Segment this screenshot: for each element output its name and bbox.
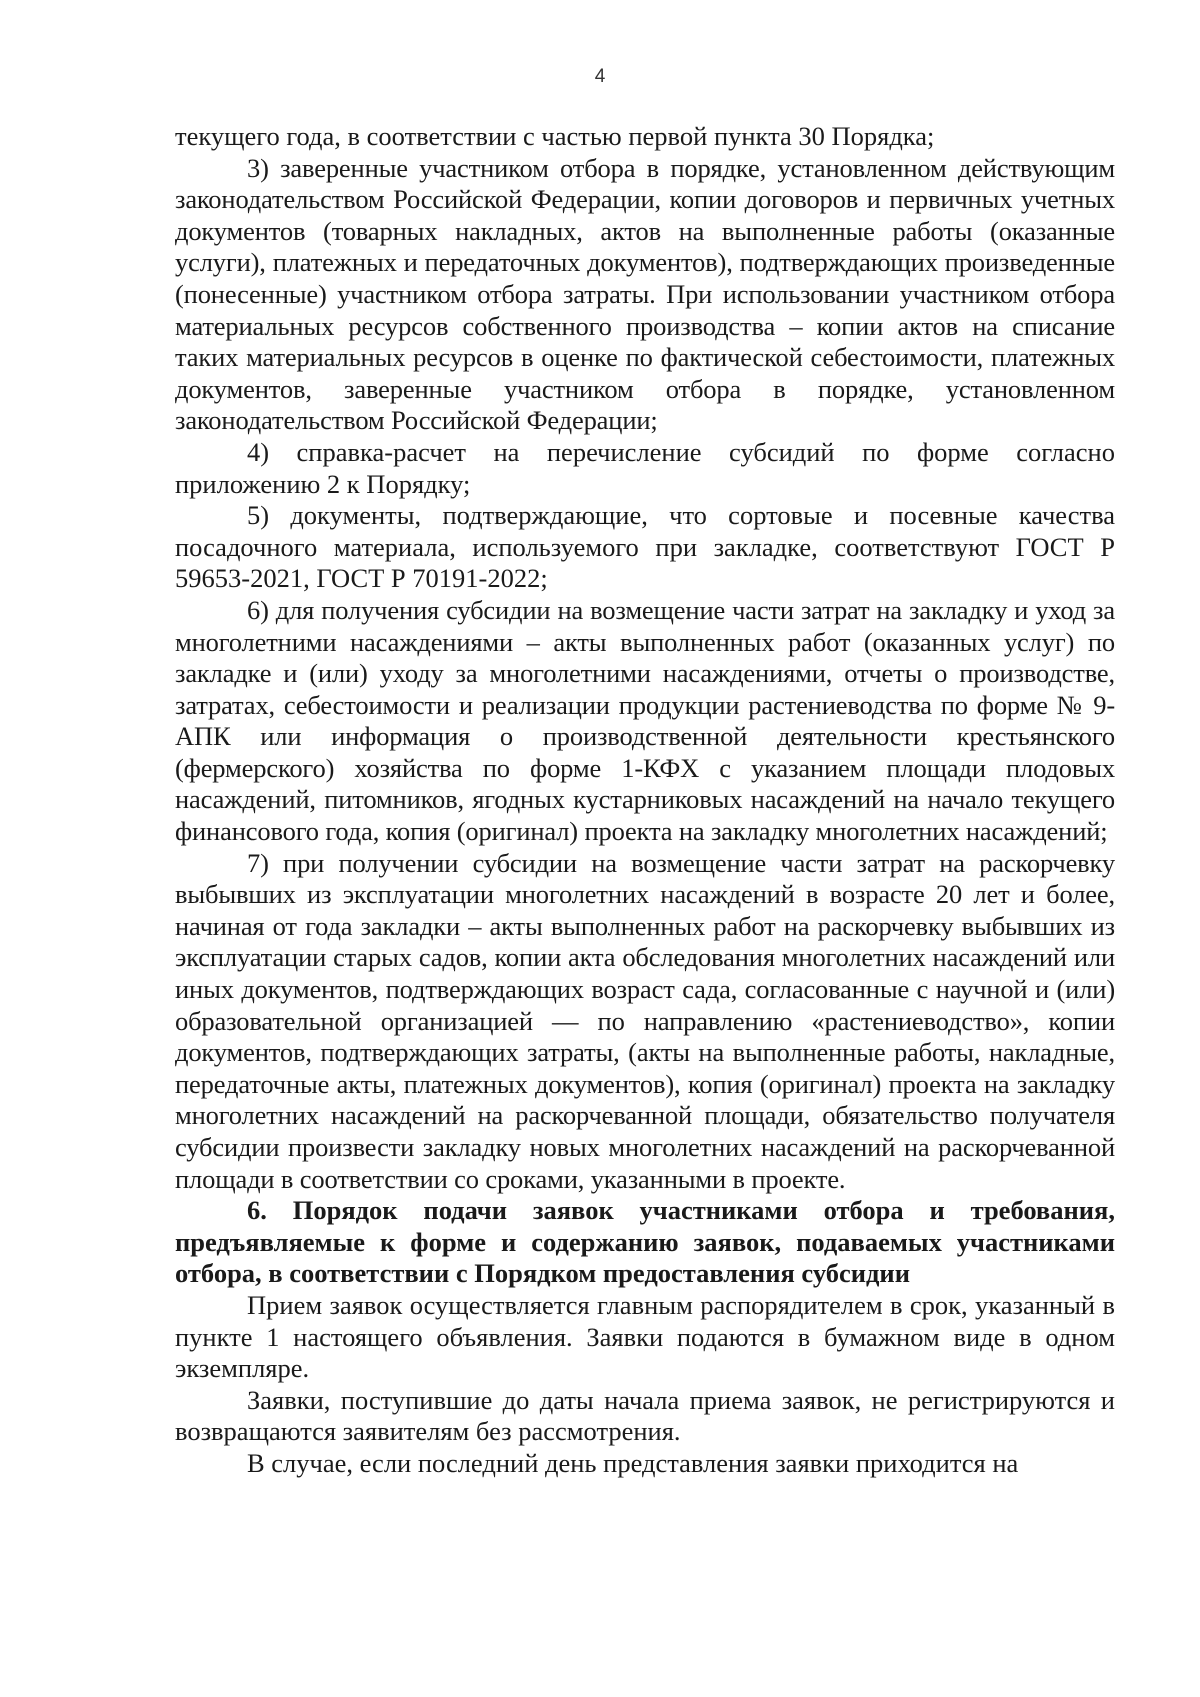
paragraph-last-day: В случае, если последний день представления заявки приходится на — [247, 1447, 1019, 1478]
section-heading-6: 6. Порядок подачи заявок участниками отбора и требования, предъявляемые к форме и содержанию заявок, подаваемых участниками отбора, в соответствии с Порядком предоставления субсидии — [175, 1195, 1115, 1289]
page-number: 4 — [594, 66, 606, 87]
paragraph-early-applications: Заявки, поступившие до даты начала приема заявок, не регистрируются и возвращаются заявителям без рассмотрения. — [175, 1384, 1115, 1447]
list-item-3: 3) заверенные участником отбора в порядке, установленном действующим законодательством Российской Федерации, копии договоров и первичных учетных документов (товарных накладных, актов на выполненные работы (оказанные услуги), платежных и передаточных документов), подтверждающих произведенные (понесенные) участником отбора затраты. При использовании участником отбора материальных ресурсов собственного производства – копии актов на списание таких материальных ресурсов в оценке по фактической себестоимости, платежных документов, заверенные участником отбора в порядке, установленном законодательством Российской Федерации; — [175, 152, 1115, 436]
list-item-7: 7) при получении субсидии на возмещение части затрат на раскорчевку выбывших из эксплуатации многолетних насаждений в возрасте 20 лет и более, начиная от года закладки – акты выполненных работ на раскорчевку выбывших из эксплуатации старых садов, копии акта обследования многолетних насаждений или иных документов, подтверждающих возраст сада, согласованные с научной и (или) образовательной организацией — по направлению «растениеводство», копии документов, подтверждающих затраты, (акты на выполненные работы, накладные, передаточные акты, платежных документов), копия (оригинал) проекта на закладку многолетних насаждений на раскорчеванной площади, обязательство получателя субсидии произвести закладку новых многолетних насаждений на раскорчеванной площади в соответствии со сроками, указанными в проекте. — [175, 847, 1115, 1194]
list-item-4: 4) справка-расчет на перечисление субсидий по форме согласно приложению 2 к Порядку; — [175, 436, 1115, 499]
paragraph-continuation: текущего года, в соответствии с частью первой пункта 30 Порядка; — [175, 121, 935, 151]
list-item-6: 6) для получения субсидии на возмещение части затрат на закладку и уход за многолетними насаждениями – акты выполненных работ (оказанных услуг) по закладке и (или) уходу за многолетними насаждениями, отчеты о производстве, затратах, себестоимости и реализации продукции растениеводства по форме № 9-АПК или информация о производственной деятельности крестьянского (фермерского) хозяйства по форме 1-КФХ с указанием площади плодовых насаждений, питомников, ягодных кустарниковых насаждений на начало текущего финансового года, копия (оригинал) проекта на закладку многолетних насаждений; — [175, 594, 1115, 847]
document-body — [175, 121, 1115, 1480]
list-item-5: 5) документы, подтверждающие, что сортовые и посевные качества посадочного материала, используемого при закладке, соответствуют ГОСТ Р 59653-2021, ГОСТ Р 70191-2022; — [175, 500, 1115, 594]
paragraph-application-intake: Прием заявок осуществляется главным распорядителем в срок, указанный в пункте 1 настоящего объявления. Заявки подаются в бумажном виде в одном экземпляре. — [175, 1289, 1115, 1384]
